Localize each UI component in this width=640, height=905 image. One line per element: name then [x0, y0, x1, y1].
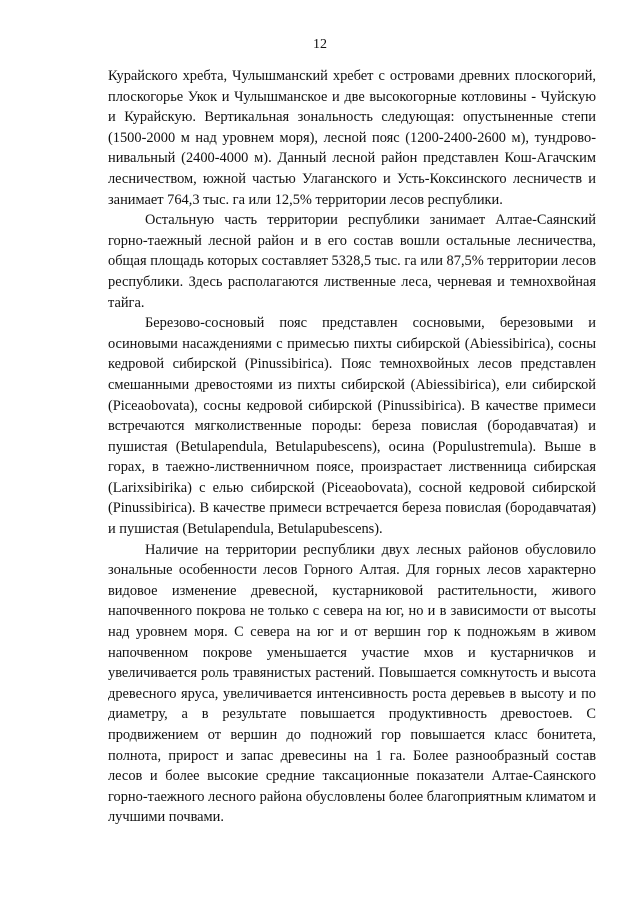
paragraph-2: Остальную часть территории республики занимает Алтае-Саянский горно-таежный лесной район и в его состав вошли остальные лесничества, общая площадь которых составляет 5328,5 тыс. га или 87,5% территории лесов республики. Здесь располагаются лиственные леса, черневая и темнохвойная тайга.	[108, 212, 596, 311]
page-number: 12	[313, 37, 327, 52]
paragraph-4: Наличие на территории республики двух лесных районов обусловило зональные особенности лесов Горного Алтая. Для горных лесов характерно видовое изменение древесной, кустарниковой растительности, живого напочвенного покрова не только с севера на юг, но и в зависимости от высоты над уровнем моря. С севера на юг и от вершин гор к подножьям в живом напочвенном покрове уменьшается участие мхов и кустарничков и увеличивается роль травянистых растений. Повышается сомкнутость и высота древесного яруса, увеличивается интенсивность роста деревьев в высоту и по диаметру, а в результате повышается продуктивность древостоев. С продвижением от вершин до подножий гор повышается класс бонитета, полнота, прирост и запас древесины на 1 га. Более разнообразный состав лесов и более высокие средние таксационные показатели Алтае-Саянского горно-таежного лесного района обусловлены более благоприятным климатом и лучшими почвами.	[108, 541, 596, 826]
document-body	[108, 66, 596, 828]
paragraph-1: Курайского хребта, Чулышманский хребет с островами древних плоскогорий, плоскогорье Укок и Чулышманское и две высокогорные котловины - Чуйскую и Курайскую. Вертикальная зональность следующая: опустыненные степи (1500-2000 м над уровнем моря), лесной пояс (1200-2400-2600 м), тундрово-нивальный (2400-4000 м). Данный лесной район представлен Кош-Агачским лесничеством, южной частью Улаганского и Усть-Коксинского лесничеств и занимает 764,3 тыс. га или 12,5% территории лесов республики.	[108, 68, 596, 208]
paragraph-3: Березово-сосновый пояс представлен сосновыми, березовыми и осиновыми насаждениями с примесью пихты сибирской (Abiessibirica), сосны кедровой сибирской (Pinussibirica). Пояс темнохвойных лесов представлен смешанными древостоями из пихты сибирской (Abiessibirica), ели сибирской (Piceaobovata), сосны кедровой сибирской (Pinussibirica). В качестве примеси встречаются мягколиственные породы: береза повислая (бородавчатая) и пушистая (Betulapendula, Betulapubescens), осина (Populustremula). Выше в горах, в таежно-лиственничном поясе, произрастает лиственница сибирская (Larixsibirika) с елью сибирской (Piceaobovata), сосной кедровой сибирской (Pinussibirica). В качестве примеси встречается береза повислая (бородавчатая) и пушистая (Betulapendula, Betulapubescens).	[108, 315, 596, 538]
